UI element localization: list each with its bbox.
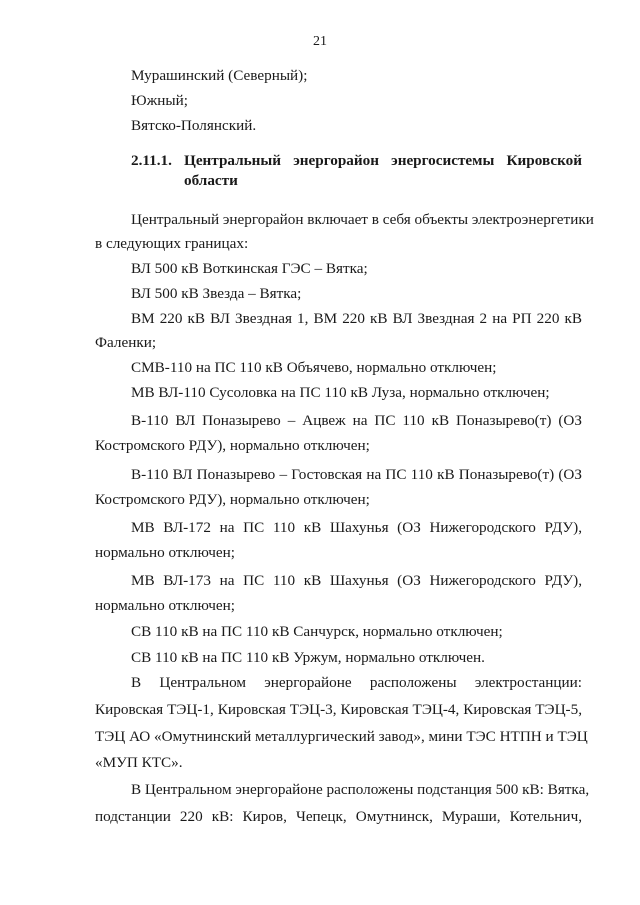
- substations-paragraph-line2: подстанции 220 кВ: Киров, Чепецк, Омутнинск, Мураши, Котельнич,: [95, 808, 582, 825]
- boundary-item-cont: нормально отключен;: [95, 597, 235, 614]
- page-number: 21: [313, 34, 327, 49]
- list-item: Южный;: [131, 92, 188, 109]
- intro-line1: Центральный энергорайон включает в себя объекты электроэнергетики: [131, 211, 594, 228]
- stations-paragraph-line4: «МУП КТС».: [95, 754, 183, 771]
- boundary-item-cont: Костромского РДУ), нормально отключен;: [95, 437, 370, 454]
- stations-paragraph-line1: В Центральном энергорайоне расположены электростанции:: [131, 674, 582, 691]
- boundary-item: В-110 ВЛ Поназырево – Гостовская на ПС 110 кВ Поназырево(т) (ОЗ: [131, 466, 582, 483]
- boundary-item-cont: Фаленки;: [95, 334, 157, 351]
- boundary-item: ВЛ 500 кВ Звезда – Вятка;: [131, 285, 302, 302]
- stations-paragraph-line3: ТЭЦ АО «Омутнинский металлургический завод», мини ТЭС НТПН и ТЭЦ: [95, 728, 588, 745]
- list-item: Вятско-Полянский.: [131, 117, 257, 134]
- boundary-item: МВ ВЛ-110 Сусоловка на ПС 110 кВ Луза, нормально отключен;: [131, 384, 550, 401]
- list-item: Мурашинский (Северный);: [131, 67, 308, 84]
- section-heading-line1: Центральный энергорайон энергосистемы Кировской: [184, 152, 582, 169]
- boundary-item-cont: Костромского РДУ), нормально отключен;: [95, 491, 370, 508]
- boundary-item: МВ ВЛ-173 на ПС 110 кВ Шахунья (ОЗ Нижегородского РДУ),: [131, 572, 582, 589]
- boundary-item: СМВ-110 на ПС 110 кВ Объячево, нормально отключен;: [131, 359, 497, 376]
- boundary-item: СВ 110 кВ на ПС 110 кВ Уржум, нормально отключен.: [131, 649, 485, 666]
- stations-paragraph-line2: Кировская ТЭЦ-1, Кировская ТЭЦ-3, Кировская ТЭЦ-4, Кировская ТЭЦ-5,: [95, 701, 582, 718]
- substations-paragraph-line1: В Центральном энергорайоне расположены подстанция 500 кВ: Вятка,: [131, 781, 590, 798]
- boundary-item-cont: нормально отключен;: [95, 544, 235, 561]
- boundary-item: В-110 ВЛ Поназырево – Ацвеж на ПС 110 кВ Поназырево(т) (ОЗ: [131, 412, 582, 429]
- section-number: 2.11.1.: [131, 152, 172, 169]
- boundary-item: СВ 110 кВ на ПС 110 кВ Санчурск, нормально отключен;: [131, 623, 503, 640]
- intro-line2: в следующих границах:: [95, 235, 249, 252]
- boundary-item: ВМ 220 кВ ВЛ Звездная 1, ВМ 220 кВ ВЛ Звездная 2 на РП 220 кВ: [131, 310, 582, 327]
- boundary-item: МВ ВЛ-172 на ПС 110 кВ Шахунья (ОЗ Нижегородского РДУ),: [131, 519, 582, 536]
- boundary-item: ВЛ 500 кВ Воткинская ГЭС – Вятка;: [131, 260, 368, 277]
- section-heading-line2: области: [184, 172, 238, 189]
